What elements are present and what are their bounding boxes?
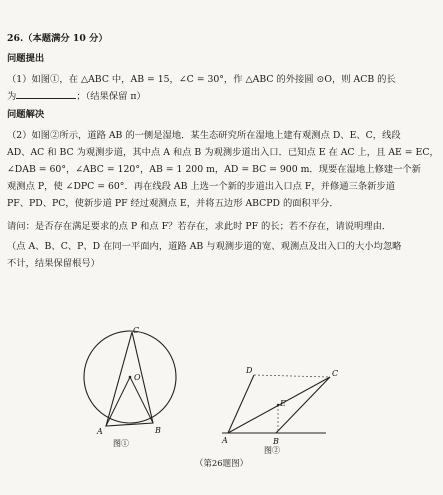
part2-line: 观测点 P，使 ∠DPC = 60°．再在线段 AB 上选一个新的步道出入口点 F，并修通三条新步道 (7, 181, 396, 192)
center-point (129, 376, 132, 379)
label-a: A (97, 427, 103, 436)
part1-suffix: ；（结果保留 π） (76, 91, 146, 102)
figure2-diagram (218, 355, 353, 455)
part1-line2 (7, 89, 437, 103)
label-b: B (273, 437, 279, 446)
figure-caption: （第26题图） (194, 459, 249, 469)
section-title-problem: 问题提出 (7, 53, 45, 64)
answer-blank (16, 89, 76, 99)
part2-line: （2）如图②所示，道路 AB 的一侧是湿地．某生态研究所在湿地上建有观测点 D、E、C，线段 (7, 130, 401, 141)
label-o: O (134, 373, 141, 382)
figure1-diagram (80, 325, 180, 450)
part2-line: 不计，结果保留根号） (7, 258, 100, 269)
path-ad (228, 375, 254, 433)
label-c: C (332, 369, 339, 378)
dashed-dc (254, 375, 330, 377)
point-e (277, 404, 279, 406)
question-header: 26.（本题满分 10 分） (7, 33, 108, 44)
part2-line: 请问：是否存在满足要求的点 P 和点 F？若存在，求此时 PF 的长；若不存在，请说明理由． (7, 221, 392, 232)
label-e: E (280, 399, 286, 408)
label-c: C (133, 326, 140, 335)
part1-line1: （1）如图①，在 △ABC 中，AB = 15，∠C = 30°，作 △ABC 的外接圆 ⊙O，则 ACB 的长 (7, 74, 396, 85)
label-d: D (246, 366, 253, 375)
figure1-caption: 图① (113, 439, 129, 448)
part2-line: ∠DAB = 60°，∠ABC = 120°，AB = 1 200 m，AD = BC = 900 m．现要在湿地上修建一个新 (7, 164, 421, 175)
part2-line: （点 A、B、C、P、D 在同一平面内，道路 AB 与观测步道的宽、观测点及出入口的大小均忽略 (7, 241, 402, 252)
label-a: A (222, 436, 228, 445)
figure2-caption: 图② (264, 446, 280, 455)
part1-prefix: 为 (7, 91, 17, 102)
label-b: B (155, 426, 161, 435)
part2-line: PF、PD、PC，使新步道 PF 经过观测点 E，并将五边形 ABCPD 的面积平分． (7, 198, 339, 209)
part2-line: AD、AC 和 BC 为观测步道，其中点 A 和点 B 为观测步道出入口．已知点 E 在 AC 上，且 AE = EC， (7, 147, 439, 158)
radius-ob (130, 377, 153, 423)
section-title-solution: 问题解决 (7, 109, 45, 120)
